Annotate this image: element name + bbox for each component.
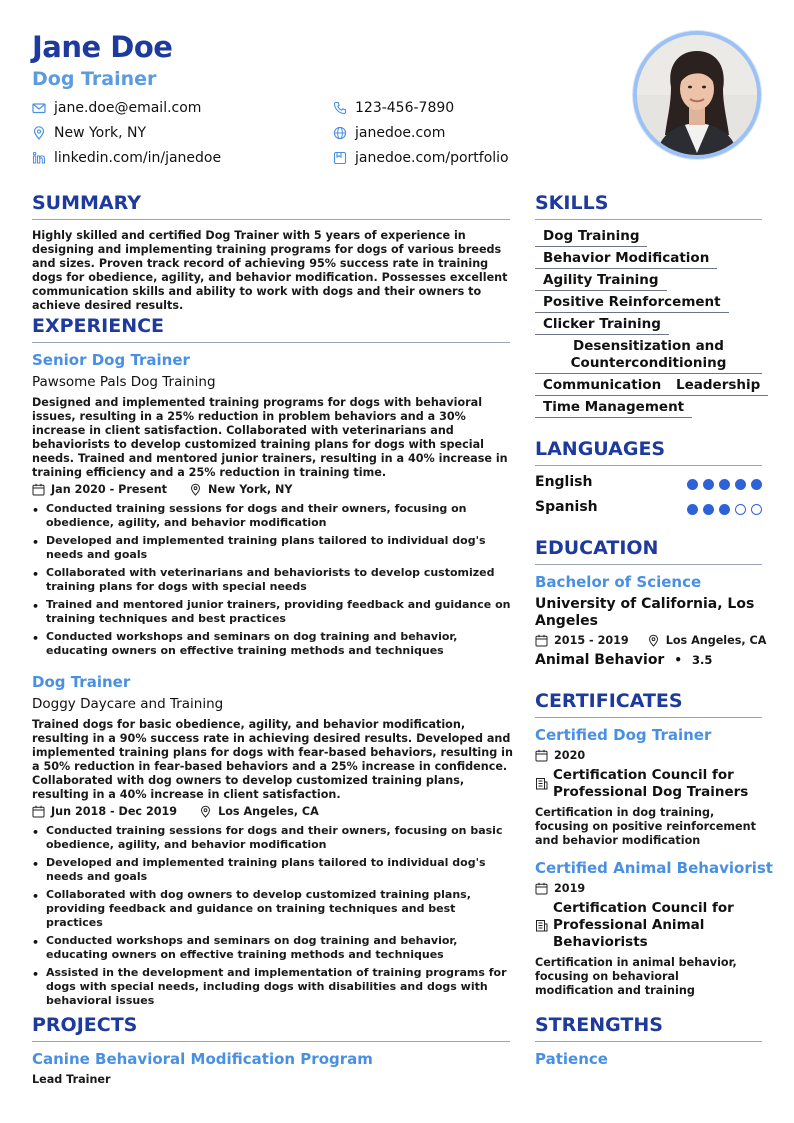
contact-phone-text: 123-456-7890 (355, 100, 455, 116)
summary-text: Highly skilled and certified Dog Trainer with 5 years of experience in designing and implementing training programs for dogs of various breeds and sizes. Proven track record of achieving 95% success rate in training dogs for obedience, agility, and behavior modification. Possesses excellent communication skills and ability to work with dogs and their owners to achieve desired results. (32, 229, 508, 312)
project-title: Canine Behavioral Modification Program (32, 1050, 373, 1068)
skill-tag: Communication (535, 377, 669, 396)
education-location: Los Angeles, CA (665, 634, 767, 647)
contact-linkedin[interactable] (32, 150, 221, 166)
list-item: • Assisted in the development and implementation of training programs for dogs with special needs, including dogs with disabilities and dogs with behavioral issues (32, 966, 514, 1008)
contact-location (32, 125, 146, 141)
job-bullets (32, 824, 514, 1012)
proficiency-dot (703, 479, 714, 490)
proficiency-dot (751, 479, 762, 490)
education-field-row (535, 652, 712, 669)
language-name: Spanish (535, 499, 598, 515)
globe-icon (333, 126, 347, 140)
skill-tag: Time Management (535, 399, 692, 418)
skill-tag: Leadership (668, 377, 768, 396)
institution-icon (535, 919, 548, 932)
job-description: Trained dogs for basic obedience, agility, and behavior modification, resulting in a 90% success rate in achieving desired results. Developed and implemented training plans for dogs with fear-based behaviors, resulting in a 50% reduction in fear-based behaviors and a 25% increase in confidence. Collaborated with dog owners to develop customized training plans, resulting in a 40% increase in client satisfaction. (32, 718, 513, 801)
job-location: New York, NY (208, 483, 293, 496)
certificates-divider (535, 717, 762, 718)
projects-heading: PROJECTS (32, 1014, 138, 1036)
location-icon (199, 805, 212, 818)
list-item: • Conducted workshops and seminars on dog training and behavior, educating owners on effective training methods and techniques (32, 934, 514, 962)
job-location: Los Angeles, CA (218, 805, 319, 818)
calendar-icon (535, 749, 548, 762)
summary-heading: SUMMARY (32, 192, 141, 214)
job-description: Designed and implemented training programs for dogs with behavioral issues, resulting in a 25% reduction in problem behaviors and a 30% increase in client satisfaction. Collaborated with veterinarians and behaviorists to develop customized training plans for dogs with special needs. Trained and mentored junior trainers, resulting in a 40% increase in training efficiency and a 25% reduction in training time. (32, 396, 508, 479)
job-company: Pawsome Pals Dog Training (32, 374, 216, 390)
certificate-description: Certification in animal behavior, focusing on behavioral modification and training (535, 956, 737, 997)
job-dates: Jan 2020 - Present (51, 483, 168, 496)
job-title: Dog Trainer (32, 673, 131, 691)
strengths-heading: STRENGTHS (535, 1014, 663, 1036)
location-icon (32, 126, 46, 140)
job-company: Doggy Daycare and Training (32, 696, 224, 712)
education-dates: 2015 - 2019 (554, 634, 629, 647)
institution-icon (535, 777, 548, 790)
project-role: Lead Trainer (32, 1073, 111, 1086)
languages-heading: LANGUAGES (535, 438, 666, 460)
certificates-heading: CERTIFICATES (535, 690, 683, 712)
calendar-icon (32, 483, 45, 496)
skill-tag: Clicker Training (535, 316, 669, 335)
job-meta (32, 483, 293, 496)
proficiency-dot (687, 504, 698, 515)
experience-heading: EXPERIENCE (32, 315, 165, 337)
candidate-name: Jane Doe (32, 30, 173, 64)
list-item: • Developed and implemented training plans tailored to individual dog's needs and goals (32, 856, 514, 884)
education-meta (535, 634, 766, 647)
strength-item: Patience (535, 1050, 608, 1068)
experience-divider (32, 342, 510, 343)
job-title: Senior Dog Trainer (32, 351, 190, 369)
proficiency-dot (719, 479, 730, 490)
list-item: • Conducted workshops and seminars on dog training and behavior, educating owners on effective training methods and techniques (32, 630, 514, 658)
skill-tag: Dog Training (535, 228, 647, 247)
school: University of California, Los Angeles (535, 596, 755, 629)
email-icon (32, 101, 46, 115)
contact-email[interactable] (32, 100, 201, 116)
proficiency-dot (735, 504, 746, 515)
certificate-year-row (535, 882, 585, 895)
skills-divider (535, 219, 762, 220)
avatar (637, 35, 757, 155)
proficiency-dot (735, 479, 746, 490)
education-field: Animal Behavior (535, 652, 665, 668)
languages-divider (535, 465, 762, 466)
certificate-year-row (535, 749, 585, 762)
education-separator: • (674, 653, 683, 667)
certificate-year: 2020 (554, 749, 586, 762)
certificate-issuer: Certification Council for Professional Dog Trainers (553, 767, 749, 800)
contact-location-text: New York, NY (54, 125, 147, 141)
certificate-title: Certified Dog Trainer (535, 726, 712, 744)
strengths-divider (535, 1041, 762, 1042)
contact-portfolio[interactable] (333, 150, 509, 166)
location-icon (189, 483, 202, 496)
list-item: • Collaborated with dog owners to develop customized training plans, providing feedback and guidance on training techniques and best practices (32, 888, 514, 930)
skill-tag: Positive Reinforcement (535, 294, 729, 313)
phone-icon (333, 101, 347, 115)
job-dates: Jun 2018 - Dec 2019 (51, 805, 178, 818)
list-item: • Developed and implemented training plans tailored to individual dog's needs and goals (32, 534, 514, 562)
summary-divider (32, 219, 510, 220)
certificate-title: Certified Animal Behaviorist (535, 859, 773, 877)
calendar-icon (535, 882, 548, 895)
candidate-title: Dog Trainer (32, 68, 157, 90)
language-name: English (535, 474, 593, 490)
contact-portfolio-text: janedoe.com/portfolio (355, 150, 509, 166)
skill-tag: Desensitization and Counterconditioning (535, 338, 762, 374)
skill-tag: Behavior Modification (535, 250, 717, 269)
education-divider (535, 564, 762, 565)
education-heading: EDUCATION (535, 537, 659, 559)
certificate-issuer: Certification Council for Professional Animal Behaviorists (553, 900, 734, 950)
calendar-icon (32, 805, 45, 818)
proficiency-dot (703, 504, 714, 515)
contact-website-text: janedoe.com (355, 125, 446, 141)
proficiency-dot (719, 504, 730, 515)
skill-tag: Agility Training (535, 272, 667, 291)
proficiency-dot (687, 479, 698, 490)
degree: Bachelor of Science (535, 573, 702, 591)
calendar-icon (535, 634, 548, 647)
list-item: • Collaborated with veterinarians and behaviorists to develop customized training plans for dogs with special needs (32, 566, 514, 594)
contact-linkedin-text: linkedin.com/in/janedoe (54, 150, 222, 166)
skills-heading: SKILLS (535, 192, 609, 214)
location-icon (647, 634, 660, 647)
proficiency-dot (751, 504, 762, 515)
list-item: • Conducted training sessions for dogs and their owners, focusing on obedience, agility, and behavior modification (32, 502, 514, 530)
contact-phone[interactable] (333, 100, 454, 116)
projects-divider (32, 1041, 510, 1042)
certificate-description: Certification in dog training, focusing on positive reinforcement and behavior modification (535, 806, 756, 847)
job-bullets (32, 502, 514, 662)
linkedin-icon (32, 151, 46, 165)
language-level-spanish (682, 504, 762, 515)
list-item: • Trained and mentored junior trainers, providing feedback and guidance on training techniques and best practices (32, 598, 514, 626)
job-meta (32, 805, 319, 818)
education-gpa: 3.5 (692, 653, 713, 667)
list-item: • Conducted training sessions for dogs and their owners, focusing on basic obedience, agility, and behavior modification (32, 824, 514, 852)
contact-website[interactable] (333, 125, 445, 141)
contact-email-text: jane.doe@email.com (54, 100, 202, 116)
language-level-english (682, 479, 762, 490)
certificate-year: 2019 (554, 882, 586, 895)
portfolio-icon (333, 151, 347, 165)
